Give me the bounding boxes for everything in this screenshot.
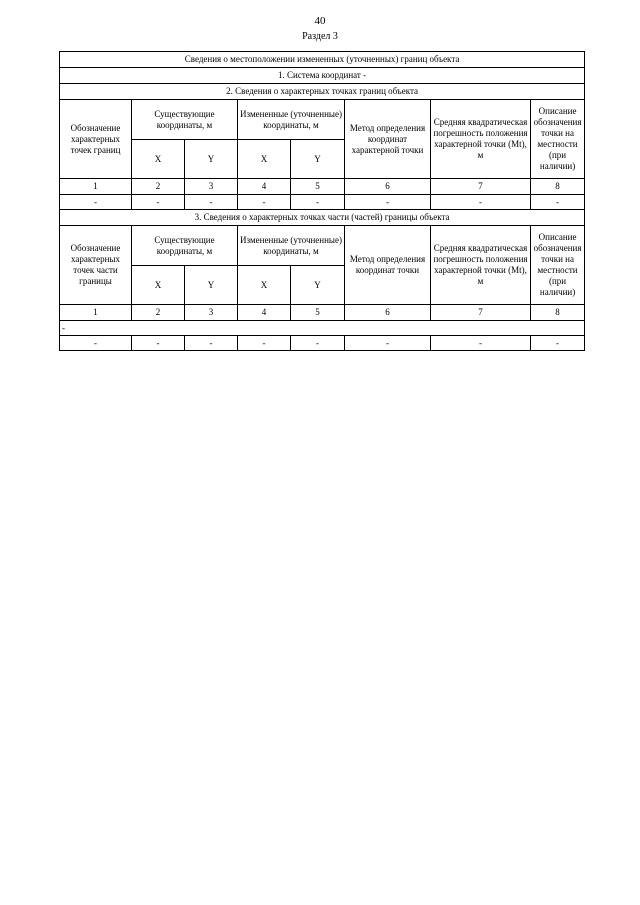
table-cell: - xyxy=(345,195,431,210)
table-cell: - xyxy=(132,336,185,351)
header-error-part: Средняя квадратическая погрешность положения характерной точки (Mt), м xyxy=(431,226,531,305)
header-y-existing: Y xyxy=(185,140,238,179)
table-cell: - xyxy=(60,195,132,210)
header-x-existing: X xyxy=(132,140,185,179)
header-description: Описание обозначения точки на местности (при наличии) xyxy=(531,100,585,179)
table-row xyxy=(60,195,585,210)
column-number: 6 xyxy=(345,305,431,321)
table-cell: - xyxy=(431,195,531,210)
coord-system-row: 1. Система координат - xyxy=(60,68,585,84)
header-error: Средняя квадратическая погрешность положения характерной точки (Mt), м xyxy=(431,100,531,179)
column-number: 1 xyxy=(60,305,132,321)
header-description-part: Описание обозначения точки на местности (при наличии) xyxy=(531,226,585,305)
column-number: 7 xyxy=(431,179,531,195)
table-cell: - xyxy=(238,195,291,210)
header-changed-coords-part: Измененные (уточненные) координаты, м xyxy=(238,226,345,266)
section-title: Раздел 3 xyxy=(302,31,338,42)
column-number: 2 xyxy=(132,305,185,321)
column-number-row xyxy=(60,305,585,321)
column-number-row xyxy=(60,179,585,195)
column-number: 2 xyxy=(132,179,185,195)
header-method-part: Метод определения координат точки xyxy=(345,226,431,305)
header-changed-coords: Измененные (уточненные) координаты, м xyxy=(238,100,345,140)
part2-title: 2. Сведения о характерных точках границ объекта xyxy=(60,84,585,100)
table-row xyxy=(60,336,585,351)
header-x-changed: X xyxy=(238,140,291,179)
header-designation: Обозначение характерных точек границ xyxy=(60,100,132,179)
header-x-changed-part: X xyxy=(238,266,291,305)
table-title: Сведения о местоположении измененных (уточненных) границ объекта xyxy=(60,52,585,68)
column-number: 3 xyxy=(185,179,238,195)
column-number: 6 xyxy=(345,179,431,195)
table-cell: - xyxy=(531,336,585,351)
table-cell: - xyxy=(185,336,238,351)
column-number: 8 xyxy=(531,305,585,321)
table-cell: - xyxy=(291,336,345,351)
header-x-existing-part: X xyxy=(132,266,185,305)
column-number: 5 xyxy=(291,305,345,321)
table-cell: - xyxy=(345,336,431,351)
header-y-existing-part: Y xyxy=(185,266,238,305)
part3-title: 3. Сведения о характерных точках части (частей) границы объекта xyxy=(60,210,585,226)
header-y-changed-part: Y xyxy=(291,266,345,305)
column-number: 1 xyxy=(60,179,132,195)
table-cell: - xyxy=(291,195,345,210)
column-number: 5 xyxy=(291,179,345,195)
table-cell: - xyxy=(531,195,585,210)
column-number: 3 xyxy=(185,305,238,321)
table-cell: - xyxy=(238,336,291,351)
table-cell: - xyxy=(431,336,531,351)
column-number: 4 xyxy=(238,305,291,321)
header-method: Метод определения координат характерной точки xyxy=(345,100,431,179)
column-number: 7 xyxy=(431,305,531,321)
column-number: 4 xyxy=(238,179,291,195)
page-number: 40 xyxy=(314,15,326,27)
header-existing-coords: Существующие координаты, м xyxy=(132,100,238,140)
boundary-table xyxy=(59,51,585,351)
header-designation-part: Обозначение характерных точек части границы xyxy=(60,226,132,305)
table-cell: - xyxy=(185,195,238,210)
header-existing-coords-part: Существующие координаты, м xyxy=(132,226,238,266)
table-cell: - xyxy=(60,336,132,351)
column-number: 8 xyxy=(531,179,585,195)
table-cell: - xyxy=(132,195,185,210)
part-blank-row: - xyxy=(60,321,585,336)
header-y-changed: Y xyxy=(291,140,345,179)
